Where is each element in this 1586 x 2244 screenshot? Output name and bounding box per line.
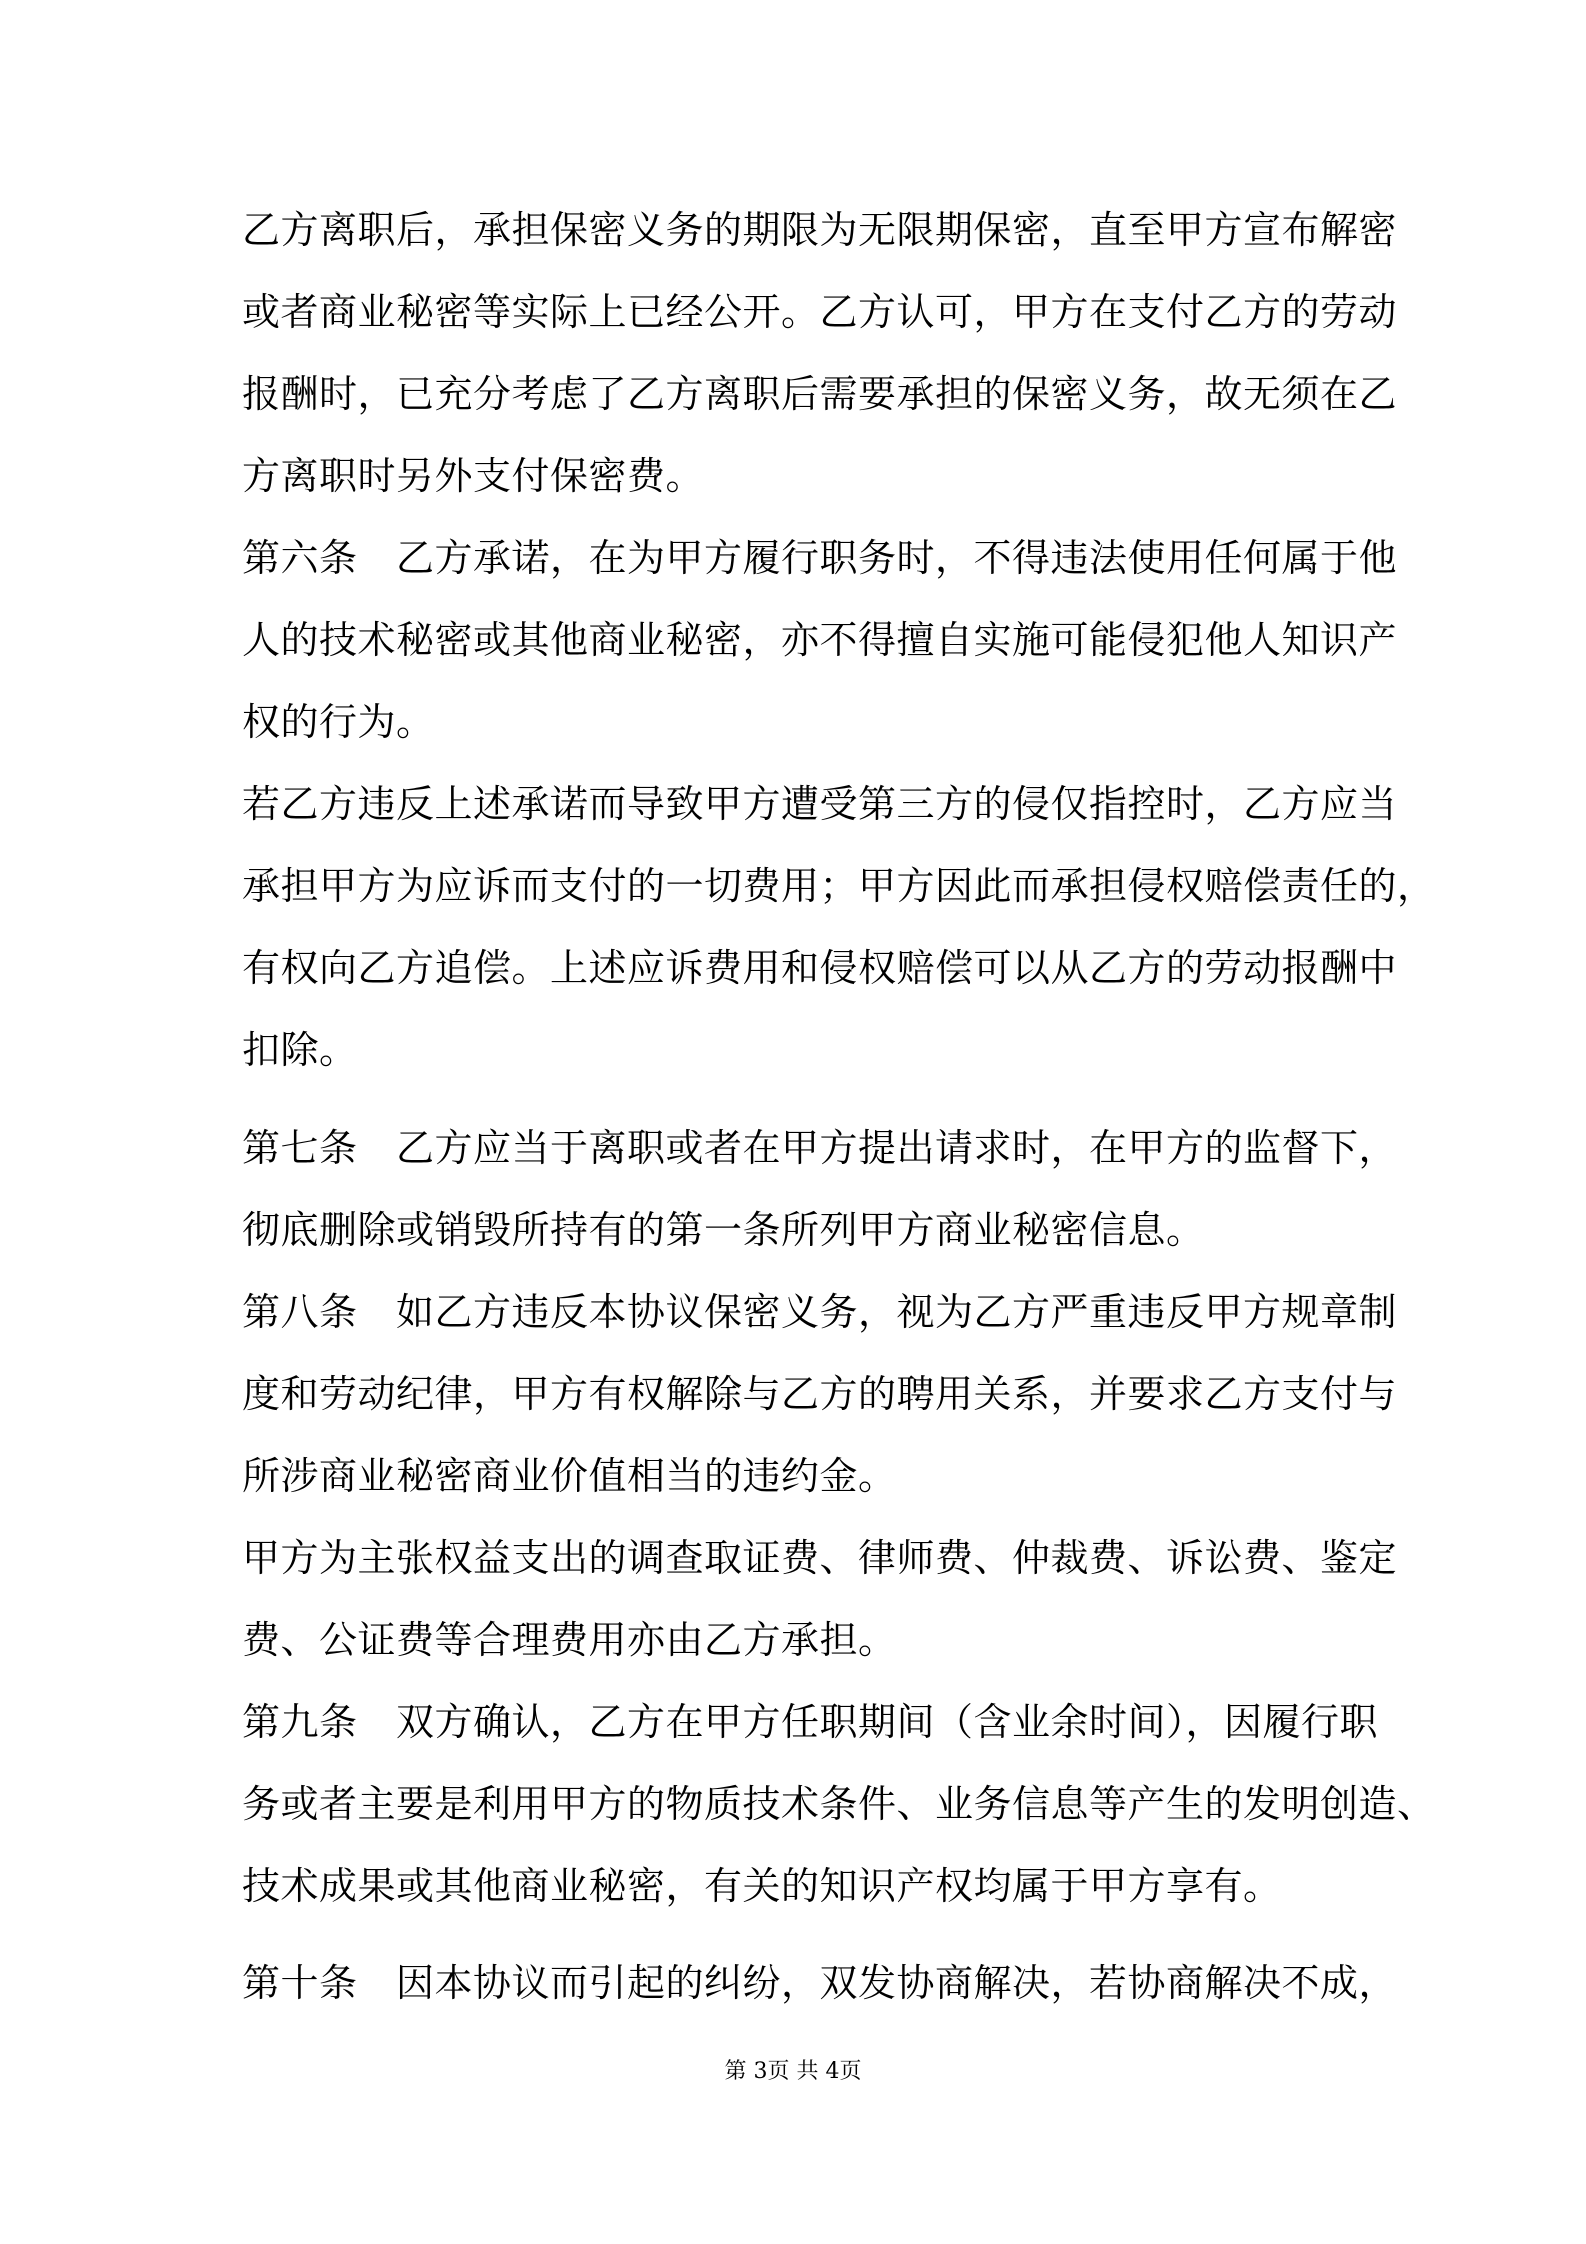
text-line: 第九条 双方确认，乙方在甲方任职期间（含业余时间），因履行职 [242, 1700, 1379, 1744]
text-line: 报酬时，已充分考虑了乙方离职后需要承担的保密义务，故无须在乙 [242, 372, 1398, 416]
text-line: 技术成果或其他商业秘密，有关的知识产权均属于甲方享有。 [242, 1864, 1282, 1908]
text-line: 或者商业秘密等实际上已经公开。乙方认可，甲方在支付乙方的劳动 [242, 290, 1398, 334]
text-line: 甲方为主张权益支出的调查取证费、律师费、仲裁费、诉讼费、鉴定 [242, 1536, 1398, 1580]
text-line: 度和劳动纪律，甲方有权解除与乙方的聘用关系，并要求乙方支付与 [242, 1372, 1398, 1416]
text-line: 权的行为。 [242, 700, 435, 744]
text-line: 有权向乙方追偿。上述应诉费用和侵权赔偿可以从乙方的劳动报酬中 [242, 946, 1398, 990]
text-line: 方离职时另外支付保密费。 [242, 454, 705, 498]
text-line: 所涉商业秘密商业价值相当的违约金。 [242, 1454, 897, 1498]
text-line: 承担甲方为应诉而支付的一切费用；甲方因此而承担侵权赔偿责任的， [242, 864, 1436, 908]
text-line: 彻底删除或销毁所持有的第一条所列甲方商业秘密信息。 [242, 1208, 1205, 1252]
text-line: 务或者主要是利用甲方的物质技术条件、业务信息等产生的发明创造、 [242, 1782, 1436, 1826]
text-line: 人的技术秘密或其他商业秘密，亦不得擅自实施可能侵犯他人知识产 [242, 618, 1398, 662]
text-line: 乙方离职后，承担保密义务的期限为无限期保密，直至甲方宣布解密 [242, 208, 1398, 252]
text-line: 第七条 乙方应当于离职或者在甲方提出请求时，在甲方的监督下， [242, 1126, 1398, 1170]
text-line: 第六条 乙方承诺，在为甲方履行职务时，不得违法使用任何属于他 [242, 536, 1398, 580]
text-line: 费、公证费等合理费用亦由乙方承担。 [242, 1618, 897, 1662]
text-line: 第十条 因本协议而引起的纠纷，双发协商解决，若协商解决不成， [242, 1961, 1398, 2005]
text-line: 第八条 如乙方违反本协议保密义务，视为乙方严重违反甲方规章制 [242, 1290, 1398, 1334]
page-footer: 第 3页 共 4页 [724, 2059, 862, 2084]
text-line: 若乙方违反上述承诺而导致甲方遭受第三方的侵仅指控时，乙方应当 [242, 782, 1398, 826]
text-line: 扣除。 [242, 1028, 358, 1072]
